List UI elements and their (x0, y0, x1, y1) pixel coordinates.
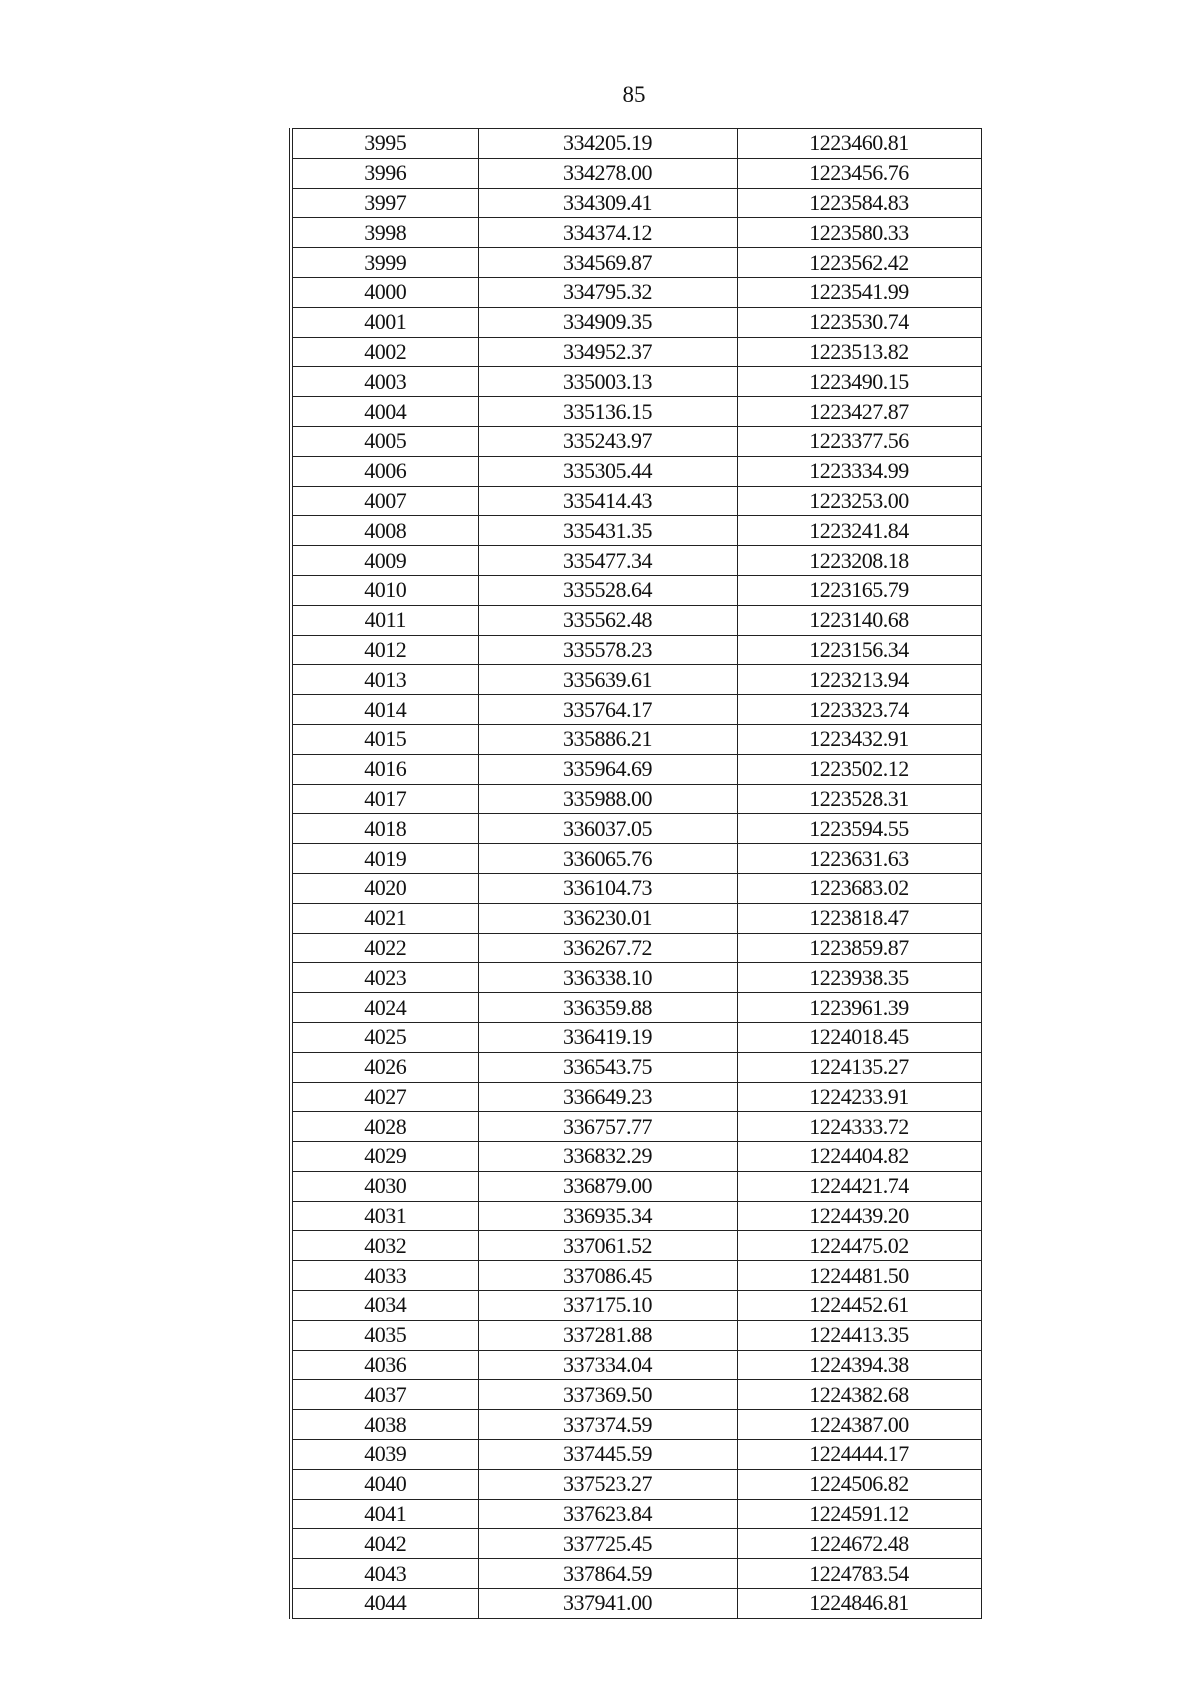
table-row (291, 1142, 981, 1172)
y-coordinate-cell: 1223594.55 (737, 814, 981, 844)
y-coordinate-cell: 1224481.50 (737, 1261, 981, 1291)
table-row (291, 456, 981, 486)
x-coordinate-cell: 337864.59 (478, 1559, 737, 1589)
y-coordinate-cell: 1224394.38 (737, 1350, 981, 1380)
x-coordinate-cell: 337725.45 (478, 1529, 737, 1559)
table-row (291, 665, 981, 695)
y-coordinate-cell: 1223213.94 (737, 665, 981, 695)
x-coordinate-cell: 337523.27 (478, 1469, 737, 1499)
table-row (291, 516, 981, 546)
x-coordinate-cell: 334795.32 (478, 277, 737, 307)
table-row (291, 695, 981, 725)
table-row (291, 1589, 981, 1619)
y-coordinate-cell: 1224591.12 (737, 1499, 981, 1529)
y-coordinate-cell: 1224439.20 (737, 1201, 981, 1231)
table-row (291, 724, 981, 754)
table-row (291, 1380, 981, 1410)
y-coordinate-cell: 1223513.82 (737, 337, 981, 367)
point-number-cell: 3999 (291, 248, 478, 278)
y-coordinate-cell: 1224233.91 (737, 1082, 981, 1112)
x-coordinate-cell: 334205.19 (478, 129, 737, 159)
y-coordinate-cell: 1223528.31 (737, 784, 981, 814)
x-coordinate-cell: 337334.04 (478, 1350, 737, 1380)
y-coordinate-cell: 1224475.02 (737, 1231, 981, 1261)
table-row (291, 158, 981, 188)
point-number-cell: 4041 (291, 1499, 478, 1529)
x-coordinate-cell: 337374.59 (478, 1410, 737, 1440)
point-number-cell: 3997 (291, 188, 478, 218)
table-body (291, 129, 981, 1619)
point-number-cell: 4021 (291, 903, 478, 933)
table-row (291, 1410, 981, 1440)
table-row (291, 605, 981, 635)
table-row (291, 367, 981, 397)
y-coordinate-cell: 1224413.35 (737, 1320, 981, 1350)
x-coordinate-cell: 336037.05 (478, 814, 737, 844)
point-number-cell: 4030 (291, 1171, 478, 1201)
x-coordinate-cell: 335414.43 (478, 486, 737, 516)
table-row (291, 933, 981, 963)
y-coordinate-cell: 1224404.82 (737, 1142, 981, 1172)
point-number-cell: 4026 (291, 1052, 478, 1082)
x-coordinate-cell: 334569.87 (478, 248, 737, 278)
point-number-cell: 4006 (291, 456, 478, 486)
y-coordinate-cell: 1224018.45 (737, 1022, 981, 1052)
x-coordinate-cell: 335243.97 (478, 426, 737, 456)
y-coordinate-cell: 1224444.17 (737, 1440, 981, 1470)
point-number-cell: 4010 (291, 575, 478, 605)
y-coordinate-cell: 1224387.00 (737, 1410, 981, 1440)
x-coordinate-cell: 336935.34 (478, 1201, 737, 1231)
point-number-cell: 4022 (291, 933, 478, 963)
table-row (291, 1469, 981, 1499)
x-coordinate-cell: 334374.12 (478, 218, 737, 248)
y-coordinate-cell: 1223541.99 (737, 277, 981, 307)
y-coordinate-cell: 1223156.34 (737, 635, 981, 665)
y-coordinate-cell: 1223377.56 (737, 426, 981, 456)
point-number-cell: 3996 (291, 158, 478, 188)
table-row (291, 1440, 981, 1470)
x-coordinate-cell: 334309.41 (478, 188, 737, 218)
table-row (291, 844, 981, 874)
point-number-cell: 4039 (291, 1440, 478, 1470)
table-row (291, 546, 981, 576)
x-coordinate-cell: 337175.10 (478, 1291, 737, 1321)
point-number-cell: 4005 (291, 426, 478, 456)
x-coordinate-cell: 337445.59 (478, 1440, 737, 1470)
table-row (291, 1320, 981, 1350)
y-coordinate-cell: 1223460.81 (737, 129, 981, 159)
point-number-cell: 4044 (291, 1589, 478, 1619)
table-row (291, 1499, 981, 1529)
point-number-cell: 4034 (291, 1291, 478, 1321)
point-number-cell: 4043 (291, 1559, 478, 1589)
point-number-cell: 4016 (291, 754, 478, 784)
point-number-cell: 4009 (291, 546, 478, 576)
x-coordinate-cell: 335988.00 (478, 784, 737, 814)
x-coordinate-cell: 335003.13 (478, 367, 737, 397)
table-row (291, 1171, 981, 1201)
y-coordinate-cell: 1223530.74 (737, 307, 981, 337)
y-coordinate-cell: 1223432.91 (737, 724, 981, 754)
y-coordinate-cell: 1224506.82 (737, 1469, 981, 1499)
table-row (291, 754, 981, 784)
table-row (291, 575, 981, 605)
x-coordinate-cell: 334278.00 (478, 158, 737, 188)
table-row (291, 1559, 981, 1589)
x-coordinate-cell: 335964.69 (478, 754, 737, 784)
point-number-cell: 4007 (291, 486, 478, 516)
y-coordinate-cell: 1223562.42 (737, 248, 981, 278)
y-coordinate-cell: 1223253.00 (737, 486, 981, 516)
y-coordinate-cell: 1223818.47 (737, 903, 981, 933)
point-number-cell: 4014 (291, 695, 478, 725)
x-coordinate-cell: 337941.00 (478, 1589, 737, 1619)
y-coordinate-cell: 1223140.68 (737, 605, 981, 635)
x-coordinate-cell: 336338.10 (478, 963, 737, 993)
point-number-cell: 4035 (291, 1320, 478, 1350)
y-coordinate-cell: 1224421.74 (737, 1171, 981, 1201)
page-number: 85 (622, 82, 646, 107)
y-coordinate-cell: 1224452.61 (737, 1291, 981, 1321)
table-row (291, 814, 981, 844)
point-number-cell: 4023 (291, 963, 478, 993)
x-coordinate-cell: 335886.21 (478, 724, 737, 754)
table-row (291, 1201, 981, 1231)
table-row (291, 1052, 981, 1082)
y-coordinate-cell: 1223938.35 (737, 963, 981, 993)
point-number-cell: 4017 (291, 784, 478, 814)
x-coordinate-cell: 335639.61 (478, 665, 737, 695)
table-row (291, 337, 981, 367)
point-number-cell: 4033 (291, 1261, 478, 1291)
x-coordinate-cell: 336267.72 (478, 933, 737, 963)
x-coordinate-cell: 336230.01 (478, 903, 737, 933)
x-coordinate-cell: 335477.34 (478, 546, 737, 576)
table-row (291, 248, 981, 278)
point-number-cell: 4037 (291, 1380, 478, 1410)
x-coordinate-cell: 334909.35 (478, 307, 737, 337)
point-number-cell: 3995 (291, 129, 478, 159)
x-coordinate-cell: 336419.19 (478, 1022, 737, 1052)
x-coordinate-cell: 335764.17 (478, 695, 737, 725)
x-coordinate-cell: 336832.29 (478, 1142, 737, 1172)
point-number-cell: 4008 (291, 516, 478, 546)
table-row (291, 635, 981, 665)
y-coordinate-cell: 1223456.76 (737, 158, 981, 188)
x-coordinate-cell: 337061.52 (478, 1231, 737, 1261)
table-row (291, 784, 981, 814)
table-row (291, 1112, 981, 1142)
table-row (291, 963, 981, 993)
y-coordinate-cell: 1223580.33 (737, 218, 981, 248)
x-coordinate-cell: 335136.15 (478, 397, 737, 427)
x-coordinate-cell: 335562.48 (478, 605, 737, 635)
y-coordinate-cell: 1224672.48 (737, 1529, 981, 1559)
y-coordinate-cell: 1223334.99 (737, 456, 981, 486)
table-row (291, 1529, 981, 1559)
x-coordinate-cell: 335305.44 (478, 456, 737, 486)
table-row (291, 397, 981, 427)
point-number-cell: 4036 (291, 1350, 478, 1380)
y-coordinate-cell: 1223584.83 (737, 188, 981, 218)
table-row (291, 1350, 981, 1380)
y-coordinate-cell: 1223683.02 (737, 873, 981, 903)
y-coordinate-cell: 1223241.84 (737, 516, 981, 546)
x-coordinate-cell: 336757.77 (478, 1112, 737, 1142)
point-number-cell: 4013 (291, 665, 478, 695)
table-row (291, 1261, 981, 1291)
point-number-cell: 4020 (291, 873, 478, 903)
point-number-cell: 4031 (291, 1201, 478, 1231)
x-coordinate-cell: 337281.88 (478, 1320, 737, 1350)
table-row (291, 218, 981, 248)
table-row (291, 129, 981, 159)
table-row (291, 307, 981, 337)
y-coordinate-cell: 1223502.12 (737, 754, 981, 784)
x-coordinate-cell: 335528.64 (478, 575, 737, 605)
table-row (291, 903, 981, 933)
table-row (291, 993, 981, 1023)
point-number-cell: 4024 (291, 993, 478, 1023)
point-number-cell: 4011 (291, 605, 478, 635)
table-row (291, 426, 981, 456)
point-number-cell: 4029 (291, 1142, 478, 1172)
table-row (291, 277, 981, 307)
point-number-cell: 4000 (291, 277, 478, 307)
table-row (291, 1231, 981, 1261)
point-number-cell: 4025 (291, 1022, 478, 1052)
y-coordinate-cell: 1223165.79 (737, 575, 981, 605)
y-coordinate-cell: 1223631.63 (737, 844, 981, 874)
x-coordinate-cell: 336543.75 (478, 1052, 737, 1082)
point-number-cell: 4012 (291, 635, 478, 665)
point-number-cell: 3998 (291, 218, 478, 248)
y-coordinate-cell: 1224783.54 (737, 1559, 981, 1589)
x-coordinate-cell: 335431.35 (478, 516, 737, 546)
x-coordinate-cell: 334952.37 (478, 337, 737, 367)
point-number-cell: 4042 (291, 1529, 478, 1559)
y-coordinate-cell: 1224846.81 (737, 1589, 981, 1619)
x-coordinate-cell: 337623.84 (478, 1499, 737, 1529)
table-row (291, 1022, 981, 1052)
point-number-cell: 4018 (291, 814, 478, 844)
y-coordinate-cell: 1223859.87 (737, 933, 981, 963)
table-row (291, 1082, 981, 1112)
point-number-cell: 4032 (291, 1231, 478, 1261)
point-number-cell: 4028 (291, 1112, 478, 1142)
x-coordinate-cell: 336359.88 (478, 993, 737, 1023)
y-coordinate-cell: 1224333.72 (737, 1112, 981, 1142)
point-number-cell: 4027 (291, 1082, 478, 1112)
y-coordinate-cell: 1223427.87 (737, 397, 981, 427)
table-row (291, 1291, 981, 1321)
table-row (291, 188, 981, 218)
y-coordinate-cell: 1223961.39 (737, 993, 981, 1023)
x-coordinate-cell: 337086.45 (478, 1261, 737, 1291)
point-number-cell: 4019 (291, 844, 478, 874)
x-coordinate-cell: 336065.76 (478, 844, 737, 874)
y-coordinate-cell: 1223208.18 (737, 546, 981, 576)
coordinate-table (289, 128, 982, 1619)
point-number-cell: 4004 (291, 397, 478, 427)
point-number-cell: 4001 (291, 307, 478, 337)
point-number-cell: 4002 (291, 337, 478, 367)
point-number-cell: 4038 (291, 1410, 478, 1440)
point-number-cell: 4040 (291, 1469, 478, 1499)
x-coordinate-cell: 336649.23 (478, 1082, 737, 1112)
x-coordinate-cell: 336879.00 (478, 1171, 737, 1201)
y-coordinate-cell: 1223490.15 (737, 367, 981, 397)
x-coordinate-cell: 336104.73 (478, 873, 737, 903)
y-coordinate-cell: 1224135.27 (737, 1052, 981, 1082)
table-row (291, 486, 981, 516)
y-coordinate-cell: 1224382.68 (737, 1380, 981, 1410)
table-row (291, 873, 981, 903)
x-coordinate-cell: 335578.23 (478, 635, 737, 665)
point-number-cell: 4015 (291, 724, 478, 754)
point-number-cell: 4003 (291, 367, 478, 397)
y-coordinate-cell: 1223323.74 (737, 695, 981, 725)
x-coordinate-cell: 337369.50 (478, 1380, 737, 1410)
